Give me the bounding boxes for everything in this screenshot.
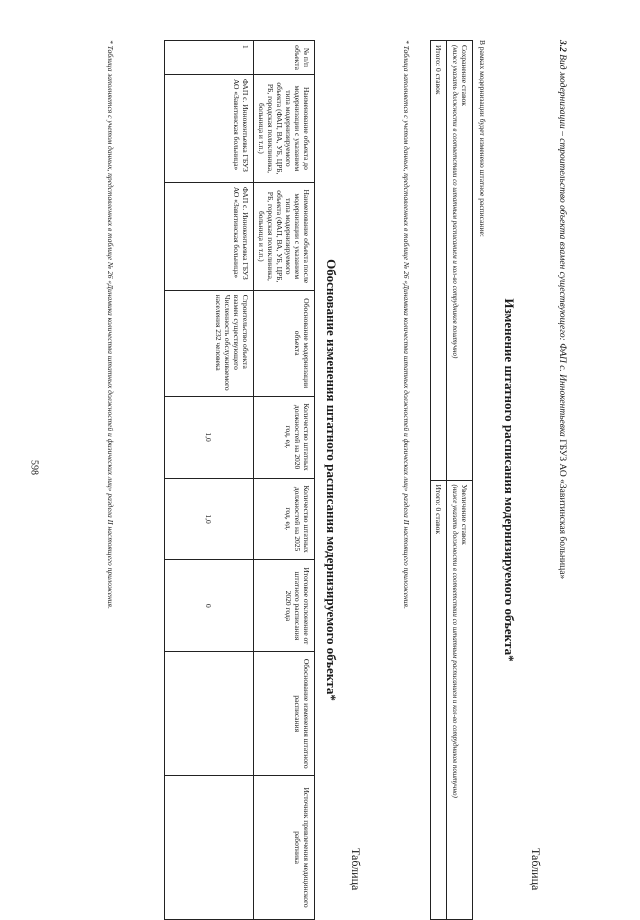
table1-right-header: [447, 480, 473, 920]
section-heading-org: ГБУЗ АО «Завитинская больница»: [557, 439, 567, 580]
table2-header-cell: Обоснование изменения штатного расписания: [254, 652, 315, 776]
table1-total-row: [431, 41, 447, 920]
table1-header-row: [447, 41, 473, 920]
table2-footnote: * Таблица заполняется с учетом данных, представленных в таблице № 26 «Динамика количества штатных должностей и физических лиц» раздела II настоящего приложения.: [106, 40, 115, 609]
rotated-page-content: [45, 40, 585, 920]
table1-right-total: Итого: 0 ставок: [431, 480, 447, 920]
table2-header-cell: Наименование объекта до модернизации с указанием типа модернизируемого объекта (ФАП, ВА, УБ, ЦРБ, РБ, городская поликлиника, больница и т.п.): [254, 74, 315, 182]
table2-cell-staff-source: [165, 776, 254, 920]
table1-label: Таблица: [529, 848, 543, 891]
table2-header-cell: Обоснование модернизации объекта: [254, 290, 315, 396]
table2-cell-object-after: ФАП с. Иннокентьевка ГБУЗ АО «Завитинская больница»: [165, 182, 254, 290]
table1-left-head: Сохранение ставок: [460, 45, 469, 106]
table1-footnote: * Таблица заполняется с учетом данных, представленных в таблице № 26 «Динамика количества штатных должностей и физических лиц» раздела II настоящего приложения.: [402, 40, 411, 609]
table1-title: Изменение штатного расписания модернизируемого объекта*: [502, 298, 517, 662]
table2-cell-number: 1: [165, 41, 254, 75]
table2-header-cell: Количество штатных должностей на 2025 год, ед.: [254, 478, 315, 560]
table2-header-cell: Итоговое отклонение от штатного расписания 2020 года: [254, 560, 315, 652]
section-heading: [557, 40, 567, 920]
table2-cell-staff-2025: 1,0: [165, 478, 254, 560]
table2-header-cell: Наименование объекта после модернизации с указанием типа модернизируемого объекта (ФАП, ВА, УБ, ЦРБ, РБ, городская поликлиника, больница и т.п.): [254, 182, 315, 290]
table2-cell-staff-2020: 1,0: [165, 396, 254, 478]
table1-right-note: (ниже указать должности в соответствии со штатным расписанием и кол-во сотрудников поштучно): [451, 484, 460, 798]
table1-right-head: Увеличение ставок: [460, 484, 469, 545]
table2-title: Обоснование изменения штатного расписания модернизируемого объекта*: [324, 259, 339, 701]
table2-header-row: [254, 41, 315, 920]
table2-header-cell: Количество штатных должностей на 2020 год, ед.: [254, 396, 315, 478]
section-heading-text: Вид модернизации – строительство объекта взамен существующего: ФАП с. Иннокентьевка: [557, 54, 567, 437]
table1-left-note: (ниже указать должности в соответствии со штатным расписанием и кол-во сотрудников поштучно): [451, 45, 460, 359]
table-row: [165, 41, 254, 920]
table1-left-header: [447, 41, 473, 481]
table2-header-cell: Источник привлечения медицинского работника: [254, 776, 315, 920]
staff-change-table: [430, 40, 473, 920]
table2-cell-justification: Строительство объекта взамен существующего Численность обслуживаемого населения 232 человека: [165, 290, 254, 396]
table2-cell-object-before: ФАП с. Иннокентьевка ГБУЗ АО «Завитинская больница»: [165, 74, 254, 182]
table2-cell-change-reason: [165, 652, 254, 776]
table1-intro: В рамках модернизации будет изменено штатное расписание:: [478, 40, 487, 237]
table2-cell-deviation: 0: [165, 560, 254, 652]
table2-header-cell: № п/п объекта: [254, 41, 315, 75]
table2-label: Таблица: [349, 848, 363, 891]
section-number: 3.2: [557, 40, 567, 52]
page-number: 598: [28, 460, 40, 475]
table1-left-total: Итого: 0 ставок: [431, 41, 447, 481]
staff-justification-table: [164, 40, 315, 920]
